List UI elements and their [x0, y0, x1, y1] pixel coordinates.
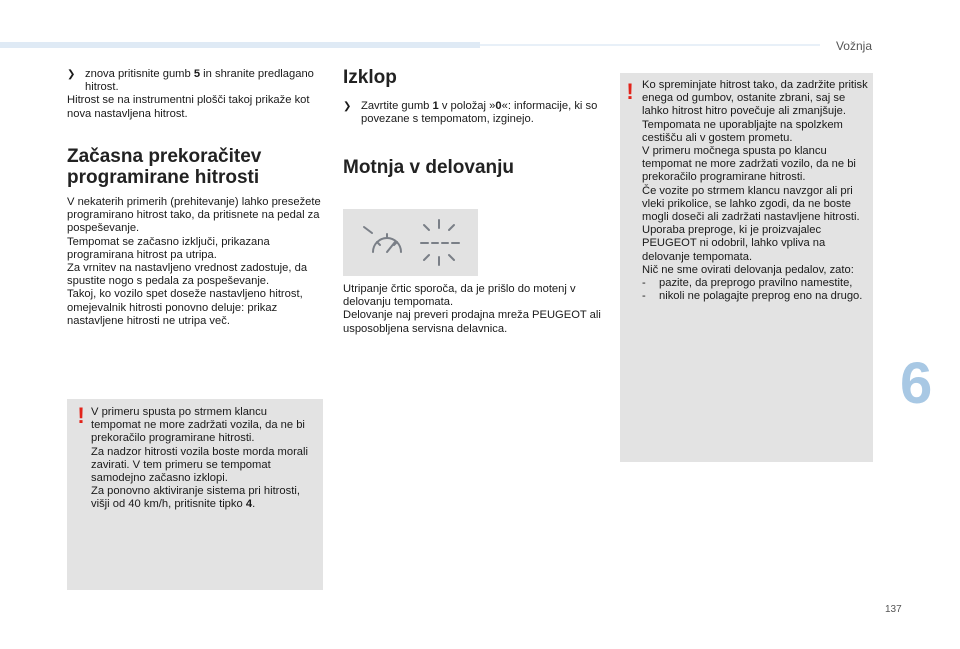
- section-title: Vožnja: [835, 39, 872, 53]
- malfunction-body: Utripanje črtic sporoča, da je prišlo do motenj v delovanju tempomata. Delovanje naj preveri prodajna mreža PEUGEOT ali usposobljena servisna delavnica.: [343, 283, 601, 335]
- malfunction-heading: Motnja v delovanju: [343, 157, 515, 178]
- exclamation-icon: !: [77, 403, 85, 428]
- list-item: - pazite, da preprogo pravilno namestite,: [642, 277, 853, 290]
- temporary-exceed-heading: Začasna prekoračitev programirane hitrosti: [67, 146, 262, 188]
- arrow-bullet-icon: ❯: [67, 69, 76, 80]
- list-item: - nikoli ne polagajte preprog eno na drugo.: [642, 290, 863, 303]
- chapter-number: 6: [900, 351, 933, 416]
- exclamation-icon: !: [626, 79, 634, 104]
- arrow-bullet-icon: ❯: [343, 101, 352, 112]
- instruction-press-5: ❯ znova pritisnite gumb 5 in shranite predlagano hitrost.: [67, 68, 314, 94]
- page-number: 137: [885, 604, 902, 615]
- top-accent-bar: [0, 42, 480, 48]
- top-accent-line: [480, 44, 820, 46]
- column-1: [67, 68, 323, 121]
- warning-box-usage: ! Ko spreminjate hitrost tako, da zadržite pritisk enega od gumbov, ostanite zbrani, saj se lahko hitrost hitro povečuje ali zmanjšuje. Tempomata ne uporabljajte na spolzkem cestišču ali v gostem prometu. V primeru močnega spusta po klancu tempomat ne more zadržati vozilo, da ne bi prekoračilo programirane hitrosti. Če vozite po strmem klancu navzgor ali pri vleki prikolice, se lahko zgodi, da ne boste mogli doseči ali zadržati nastavljene hitrosti. Uporaba preproge, ki je proizvajalec PEUGEOT ni odobril, lahko vpliva na delovanje tempomata. Nič ne sme ovirati delovanja pedalov, zato: - pazite, da preprogo pravilno namestite, - nikoli ne polagajte preprog eno na drugo.: [620, 73, 873, 462]
- warning-box-downhill: ! V primeru spusta po strmem klancu tempomat ne more zadržati vozila, da ne bi prekoračilo programirane hitrosti. Za nadzor hitrosti vozila boste morda morali zavirati. V tem primeru se tempomat samodejno začasno izklopi. Za ponovno aktiviranje sistema pri hitrosti, višji od 40 km/h, pritisnite tipko 4.: [67, 399, 323, 590]
- speedometer-dashes-icon: [343, 209, 478, 276]
- switch-off-body: ❯ Zavrtite gumb 1 v položaj »0«: informacije, ki so povezane s tempomatom, izginejo.: [343, 100, 598, 126]
- switch-off-heading: Izklop: [343, 67, 397, 88]
- speed-display-note: Hitrost se na instrumentni plošči takoj prikaže kot nova nastavljena hitrost.: [67, 94, 310, 120]
- temporary-exceed-body: V nekaterih primerih (prehitevanje) lahko presežete programirano hitrost tako, da pritisnete na pedal za pospeševanje. Tempomat se začasno izključi, prikazana programirana hitrost pa utripa. Za vrnitev na nastavljeno vrednost zadostuje, da spustite nogo s pedala za pospeševanje. Takoj, ko vozilo spet doseže nastavljeno hitrost, omejevalnik hitrosti ponovno deluje: prikaz nastavljene hitrosti ne utripa več.: [67, 196, 321, 327]
